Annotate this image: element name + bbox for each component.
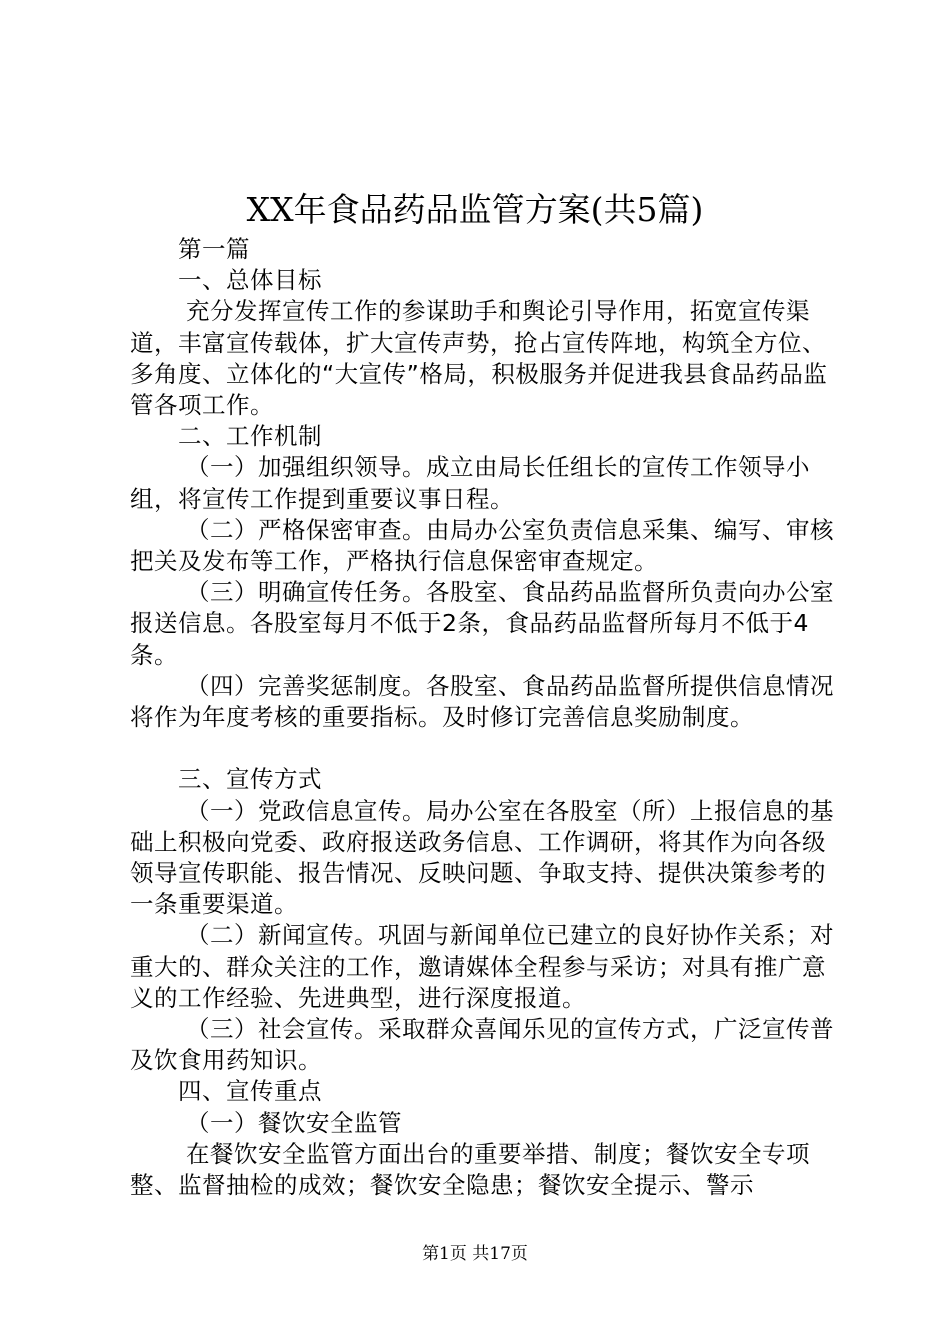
section-heading: 第一篇 <box>178 235 250 263</box>
subsection-heading: （一）餐饮安全监管 <box>186 1108 402 1137</box>
section-heading: 四、宣传重点 <box>178 1077 322 1106</box>
section-heading: 一、总体目标 <box>178 266 322 295</box>
document-title: XX年食品药品监管方案(共5篇) <box>246 190 704 229</box>
body-paragraph: （二）严格保密审查。由局办公室负责信息采集、编写、审核把关及发布等工作，严格执行信息保密审查规定。 <box>130 515 834 576</box>
section-heading: 三、宣传方式 <box>178 765 322 794</box>
body-paragraph: （一）加强组织领导。成立由局长任组长的宣传工作领导小组，将宣传工作提到重要议事日程。 <box>130 453 810 513</box>
body-paragraph: （三）社会宣传。采取群众喜闻乐见的宣传方式，广泛宣传普及饮食用药知识。 <box>130 1015 834 1075</box>
document-body <box>130 234 845 1201</box>
page-number-footer: 第1页 共17页 <box>422 1244 528 1264</box>
section-heading: 二、工作机制 <box>178 422 322 451</box>
body-paragraph: （四）完善奖惩制度。各股室、食品药品监督所提供信息情况将作为年度考核的重要指标。及时修订完善信息奖励制度。 <box>130 671 834 732</box>
body-paragraph: 充分发挥宣传工作的参谋助手和舆论引导作用，拓宽宣传渠道，丰富宣传载体，扩大宣传声势，抢占宣传阵地，构筑全方位、多角度、立体化的“大宣传”格局，积极服务并促进我县食品药品监管各项工作。 <box>130 297 828 420</box>
body-paragraph: （三）明确宣传任务。各股室、食品药品监督所负责向办公室报送信息。各股室每月不低于2条，食品药品监督所每月不低于4条。 <box>130 578 834 669</box>
body-paragraph: 在餐饮安全监管方面出台的重要举措、制度；餐饮安全专项整、监督抽检的成效；餐饮安全隐患；餐饮安全提示、警示 <box>130 1139 810 1200</box>
paragraph-spacer <box>130 733 845 764</box>
body-paragraph: （二）新闻宣传。巩固与新闻单位已建立的良好协作关系；对重大的、群众关注的工作，邀请媒体全程参与采访；对具有推广意义的工作经验、先进典型，进行深度报道。 <box>130 921 834 1012</box>
body-paragraph: （一）党政信息宣传。局办公室在各股室（所）上报信息的基础上积极向党委、政府报送政务信息、工作调研，将其作为向各级领导宣传职能、报告情况、反映问题、争取支持、提供决策参考的一条重要渠道。 <box>130 796 834 919</box>
